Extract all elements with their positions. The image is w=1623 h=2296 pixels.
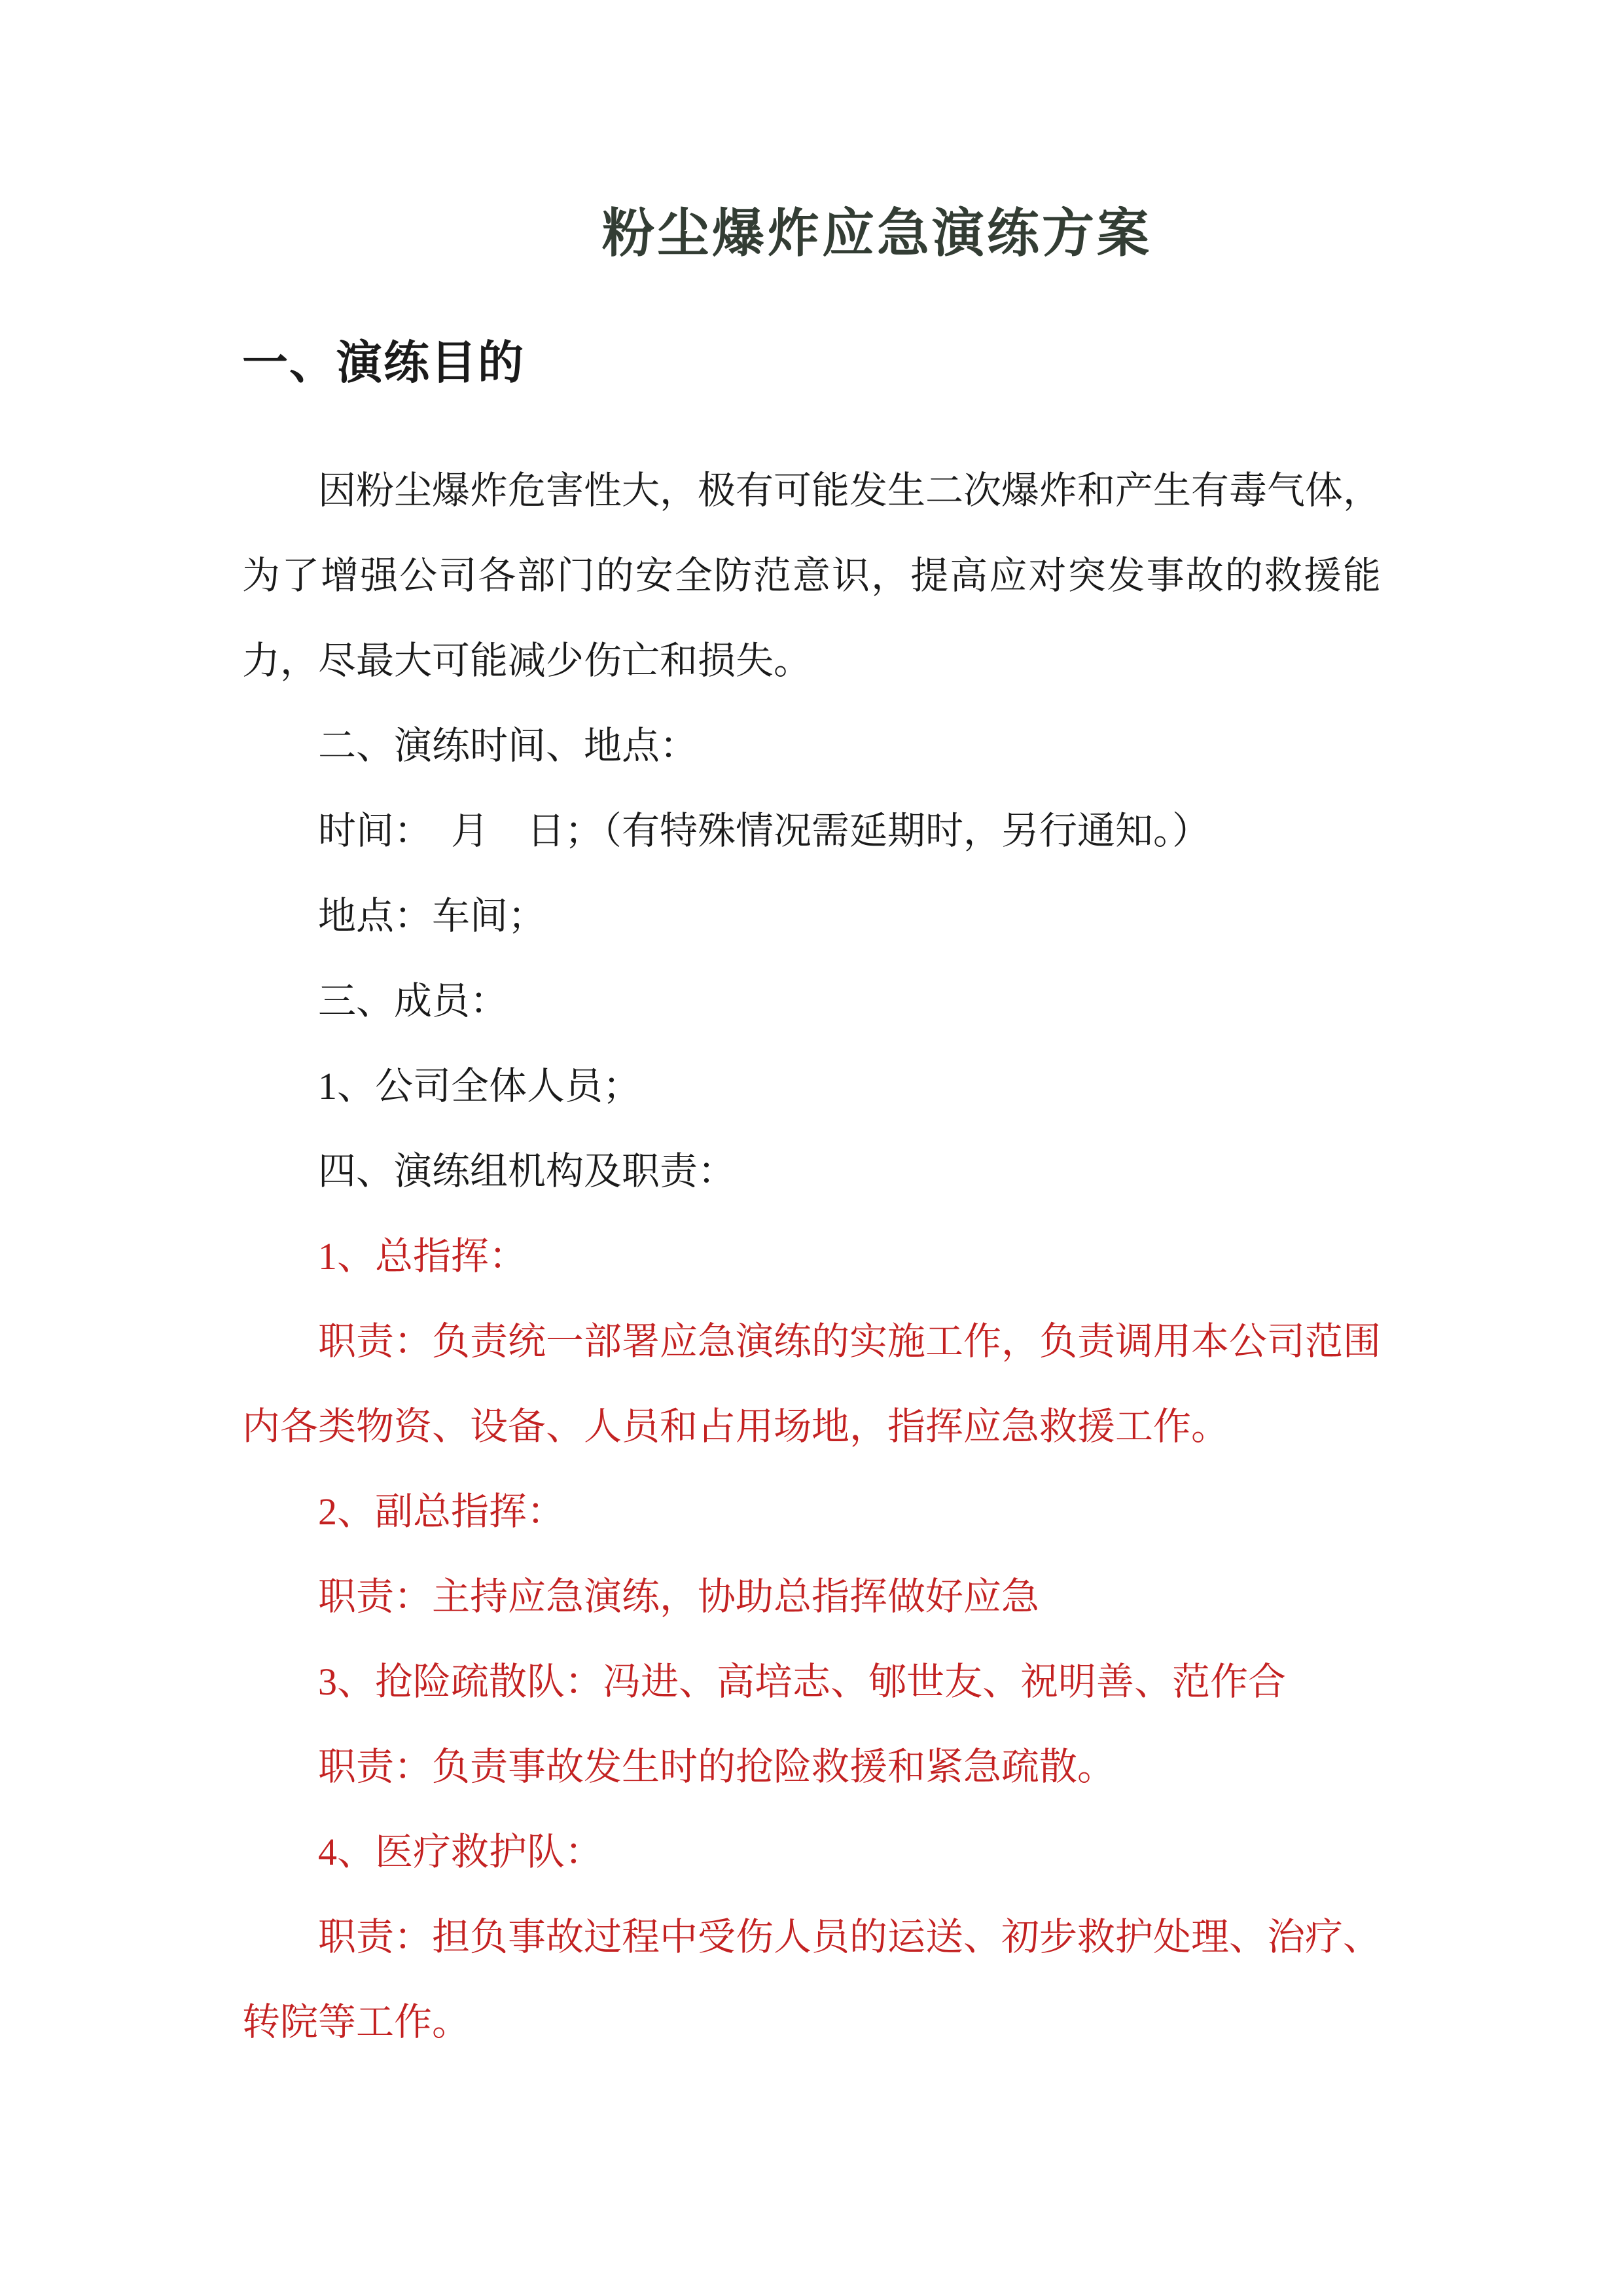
paragraph: 2、副总指挥： [318,1490,565,1533]
paragraph: 3、抢险疏散队：冯进、高培志、郇世友、祝明善、范作合 [318,1660,1287,1703]
document-content [242,195,1381,2065]
paragraph: 4、医疗救护队： [318,1831,603,1873]
document-title: 粉尘爆炸应急演练方案 [602,206,1152,263]
paragraph: 地点：车间； [318,895,546,937]
paragraph: 四、演练组机构及职责： [318,1150,736,1193]
paragraph: 1、总指挥： [318,1235,527,1278]
paragraph: 因粉尘爆炸危害性大，极有可能发生二次爆炸和产生有毒气体，为了增强公司各部门的安全防范意识，提高应对突发事故的救援能力，尽最大可能减少伤亡和损失。 [242,469,1382,682]
paragraph: 三、成员： [318,980,508,1022]
document-body [242,448,1381,2065]
paragraph: 职责：担负事故过程中受伤人员的运送、初步救护处理、治疗、转院等工作。 [242,1916,1382,2043]
paragraph: 职责：主持应急演练，协助总指挥做好应急 [318,1575,1040,1618]
section-heading: 一、演练目的 [242,338,525,389]
paragraph: 1、公司全体人员； [318,1065,641,1107]
paragraph: 职责：负责统一部署应急演练的实施工作，负责调用本公司范围内各类物资、设备、人员和占用场地，指挥应急救援工作。 [242,1320,1382,1448]
paragraph: 二、演练时间、地点： [318,725,698,767]
paragraph: 职责：负责事故发生时的抢险救援和紧急疏散。 [318,1746,1116,1788]
paragraph: 时间： 月 日；（有特殊情况需延期时，另行通知。） [318,810,1211,852]
